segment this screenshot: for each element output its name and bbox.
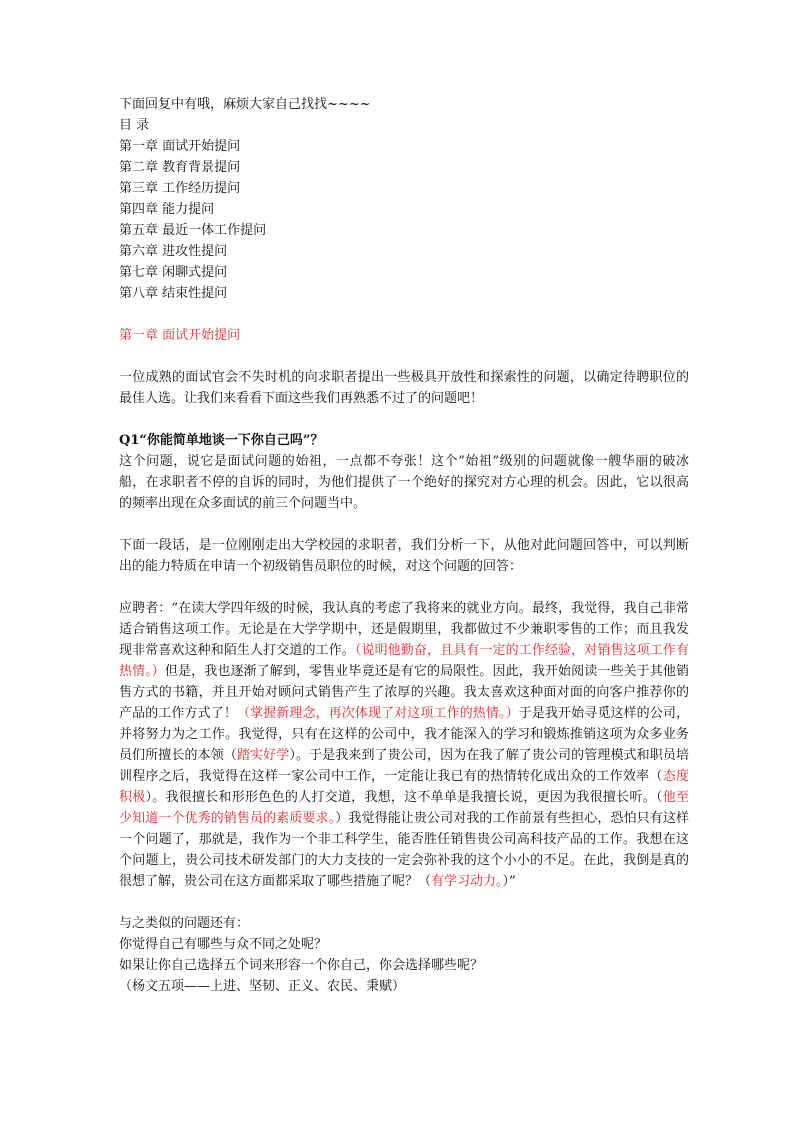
answer-text: ）。于是我来到了贵公司，因为在我了解了贵公司的管理模式和职员培训程序之后，我觉得在这样一家公司中工作，一定能让我已有的热情转化成出众的工作效率（ (119, 748, 689, 784)
answer-text: ）我觉得能让贵公司对我的工作前景有些担心，恐怕只有这样一个问题了，那就是，我作为一个非工科学生，能否胜任销售贵公司高科技产品的工作。我想在这个问题上，贵公司技术研发部门的大力支技的一定会弥补我的这个小小的不足。在此，我倒是真的很想了解，贵公司在这方面都采取了哪些措施了呢？（ (119, 811, 689, 889)
answer-text: 应聘者：“在读大学四年级的时候，我认真的考虑了我将来的就业方向。最终，我觉得，我自己非常适合销售这项工作。无论是在大学学期中，还是假期里，我都做过不少兼职零售的工作；而且我发现非常喜欢这种和陌生人打交道的工作。 (119, 601, 689, 658)
sample-answer (119, 598, 689, 892)
analysis-intro: 下面一段话，是一位刚刚走出大学校园的求职者，我们分析一下，从他对此问题回答中，可以判断出的能力特质在申请一个初级销售员职位的时候，对这个问题的回答： (119, 538, 689, 574)
answer-comment: 他至少知道一个优秀的销售员的素质要求。 (119, 790, 689, 826)
toc-item: 第二章 教育背景提问 (119, 160, 241, 175)
toc-item: 第七章 闲聊式提问 (119, 265, 228, 280)
question-description: 这个问题，说它是面试问题的始祖，一点都不夸张！这个“始祖”级别的问题就像一艘华丽的破冰船，在求职者不停的自诉的同时，为他们提供了一个绝好的探究对方心理的机会。因此，它以很高的频率出现在众多面试的前三个问题当中。 (119, 454, 689, 511)
similar-question: 你觉得自己有哪些与众不同之处呢？ (119, 937, 328, 952)
toc-item: 第三章 工作经历提问 (119, 181, 241, 196)
toc-item: 第五章 最近一体工作提问 (119, 223, 267, 238)
answer-comment: （掌握新理念，再次体现了对这项工作的热情。） (236, 706, 519, 721)
answer-text: 于是我开始寻觅这样的公司，并将努力为之工作。我觉得，只有在这样的公司中，我才能深入的学习和锻炼推销这项为众多业务员们所擅长的本领（ (119, 706, 689, 763)
answer-comment: 态度积极 (119, 769, 689, 805)
toc-item: 第八章 结束性提问 (119, 286, 228, 301)
answer-comment: （说明他勤奋，且具有一定的工作经验，对销售这项工作有热情。） (119, 643, 689, 679)
table-of-contents (119, 136, 689, 304)
toc-title: 目 录 (119, 118, 150, 133)
toc-item: 第四章 能力提问 (119, 202, 215, 217)
document-page (119, 94, 689, 997)
intro-note: 下面回复中有哦，麻烦大家自己找找~~~~ (119, 97, 371, 112)
similar-questions-title: 与之类似的问题还有： (119, 916, 250, 931)
similar-question: 如果让你自己选择五个词来形容一个你自己，你会选择哪些呢？ (119, 958, 484, 973)
answer-comment: 踏实好学 (236, 748, 290, 763)
chapter-intro: 一位成熟的面试官会不失时机的向求职者提出一些极具开放性和探索性的问题，以确定待聘职位的最佳人选。让我们来看看下面这些我们再熟悉不过了的问题吧！ (119, 370, 689, 406)
chapter-heading: 第一章 面试开始提问 (119, 328, 241, 343)
question-title: Q1“你能简单地谈一下你自己吗”？ (119, 433, 324, 448)
answer-text: ）” (502, 874, 516, 889)
answer-text: ）。我很擅长和形形色色的人打交道，我想，这不单单是我擅长说，更因为我很擅长听。（ (145, 790, 663, 805)
similar-question: （杨文五项——上进、坚韧、正义、农民、秉赋） (119, 979, 406, 994)
answer-comment: 有学习动力。 (431, 874, 503, 889)
answer-text: 但是，我也逐渐了解到，零售业毕竟还是有它的局限性。因此，我开始阅读一些关于其他销售方式的书籍，并且开始对顾问式销售产生了浓厚的兴趣。我太喜欢这种面对面的向客户推荐你的产品的工作方式了！ (119, 664, 689, 721)
toc-item: 第一章 面试开始提问 (119, 139, 241, 154)
toc-item: 第六章 进攻性提问 (119, 244, 228, 259)
